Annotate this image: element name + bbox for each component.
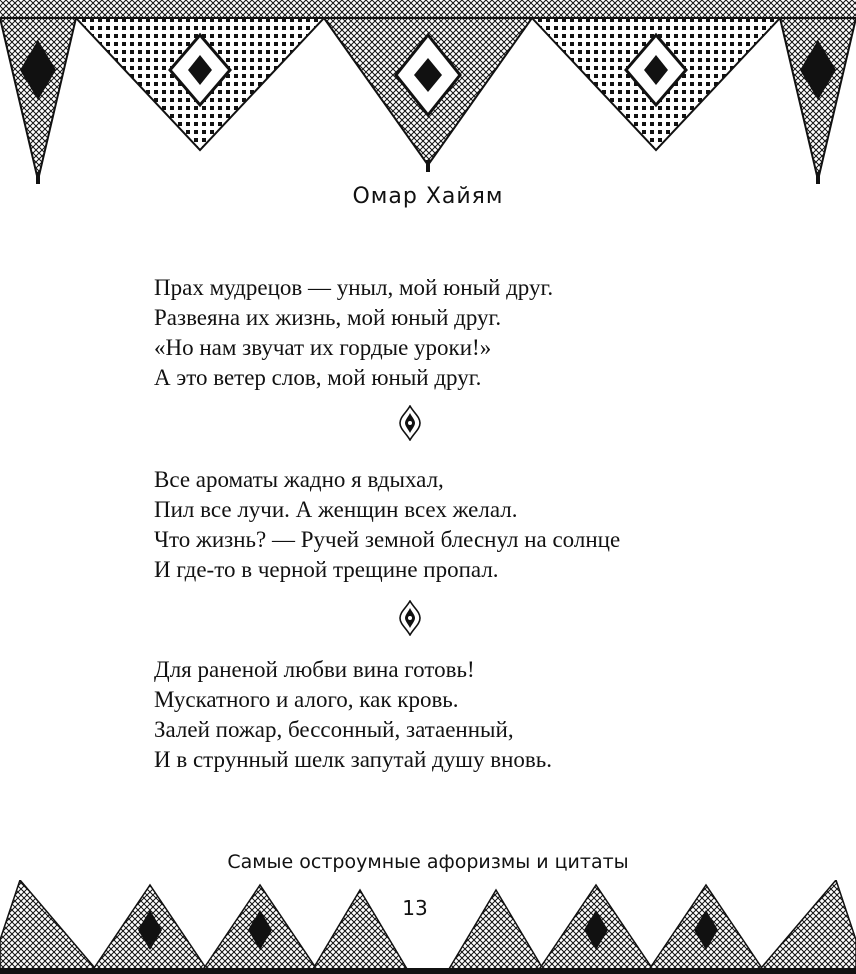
poem-line: Для раненой любви вина готовь! xyxy=(154,657,475,682)
book-title: Самые остроумные афоризмы и цитаты xyxy=(227,851,629,873)
floral-divider-icon xyxy=(398,600,422,636)
floral-divider-icon xyxy=(398,405,422,441)
poem-line: Пил все лучи. А женщин всех желал. xyxy=(154,497,518,522)
poem-2 xyxy=(154,465,714,585)
poem-line: И в струнный шелк запутай душу вновь. xyxy=(154,747,552,772)
page-number: 13 xyxy=(385,896,445,920)
poem-line: Что жизнь? — Ручей земной блеснул на солнце xyxy=(154,527,621,552)
top-ornament-border xyxy=(0,0,856,190)
poem-line: Все ароматы жадно я вдыхал, xyxy=(154,467,444,492)
poem-line: «Но нам звучат их гордые уроки!» xyxy=(154,335,492,360)
poem-3 xyxy=(154,655,714,775)
poem-line: А это ветер слов, мой юный друг. xyxy=(154,365,482,390)
bottom-ornament-border xyxy=(0,880,856,974)
poem-line: Прах мудрецов — уныл, мой юный друг. xyxy=(154,275,554,300)
author-name: Омар Хайям xyxy=(352,184,504,209)
poem-1 xyxy=(154,273,714,393)
poem-line: Мускатного и алого, как кровь. xyxy=(154,687,459,712)
poem-line: И где-то в черной трещине пропал. xyxy=(154,557,499,582)
poem-line: Залей пожар, бессонный, затаенный, xyxy=(154,717,514,742)
poem-line: Развеяна их жизнь, мой юный друг. xyxy=(154,305,502,330)
